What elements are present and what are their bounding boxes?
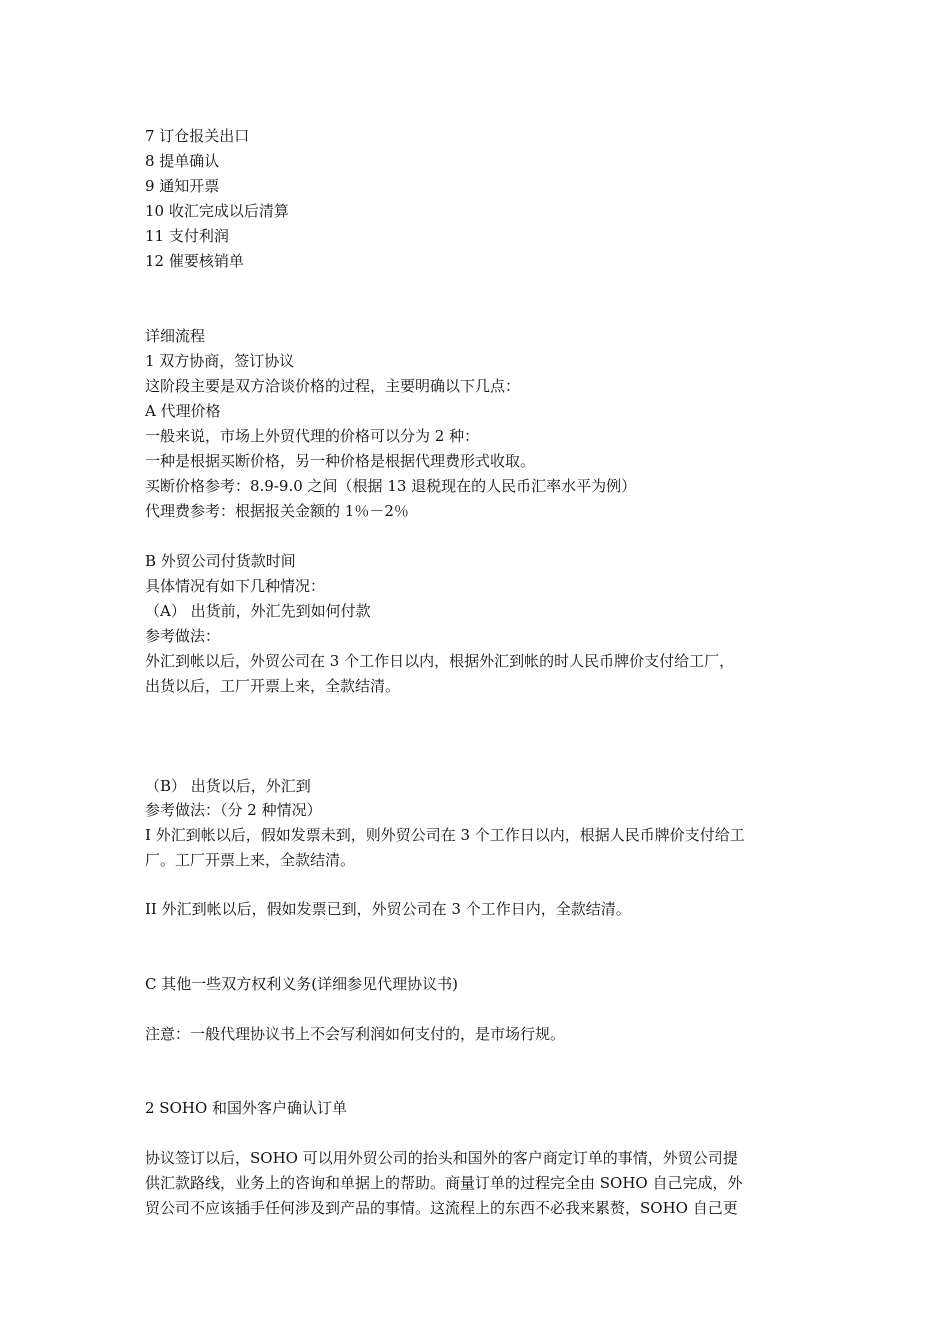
detail-heading: 详细流程 [145, 327, 206, 345]
list-item-7: 7 订仓报关出口 [145, 127, 250, 145]
subsection-a-paragraph: 一般来说，市场上外贸代理的价格可以分为 2 种： [145, 427, 480, 445]
section-2-paragraph: 协议签订以后，SOHO 可以用外贸公司的抬头和国外的客户商定订单的事情，外贸公司提 [145, 1149, 738, 1167]
case-a-paragraph: 外汇到帐以后，外贸公司在 3 个工作日以内，根据外汇到帐的时人民币牌价支付给工厂， [145, 652, 735, 670]
case-b-reference: 参考做法：（分 2 种情况） [145, 801, 322, 819]
list-item-11: 11 支付利润 [145, 227, 229, 245]
section-1-title: 1 双方协商，签订协议 [145, 352, 295, 370]
subsection-b-title: B 外贸公司付货款时间 [145, 552, 296, 570]
section-2-paragraph: 供汇款路线，业务上的咨询和单据上的帮助。商量订单的过程完全由 SOHO 自己完成，外 [145, 1174, 743, 1192]
subsection-a-title: A 代理价格 [145, 402, 221, 420]
list-item-10: 10 收汇完成以后清算 [145, 202, 289, 220]
note-paragraph: 注意：一般代理协议书上不会写利润如何支付的，是市场行规。 [145, 1025, 566, 1043]
list-item-8: 8 提单确认 [145, 152, 220, 170]
section-1-intro: 这阶段主要是双方洽谈价格的过程，主要明确以下几点： [145, 377, 521, 395]
case-b-item-2: II 外汇到帐以后，假如发票已到，外贸公司在 3 个工作日内，全款结清。 [145, 900, 631, 918]
subsection-a-paragraph: 一种是根据买断价格，另一种价格是根据代理费形式收取。 [145, 452, 536, 470]
list-item-9: 9 通知开票 [145, 177, 220, 195]
case-b-item-1: I 外汇到帐以后，假如发票未到，则外贸公司在 3 个工作日以内，根据人民币牌价支付给工 [145, 826, 745, 844]
subsection-a-paragraph: 买断价格参考：8.9-9.0 之间（根据 13 退税现在的人民币汇率水平为例） [145, 477, 637, 495]
section-2-paragraph: 贸公司不应该插手任何涉及到产品的事情。这流程上的东西不必我来累赘，SOHO 自己更 [145, 1199, 738, 1217]
case-a-title: （A） 出货前，外汇先到如何付款 [145, 602, 371, 620]
list-item-12: 12 催要核销单 [145, 252, 244, 270]
subsection-b-intro: 具体情况有如下几种情况： [145, 577, 326, 595]
case-b-item-1: 厂。工厂开票上来，全款结清。 [145, 851, 356, 869]
case-a-paragraph: 出货以后，工厂开票上来，全款结清。 [145, 677, 401, 695]
subsection-a-paragraph: 代理费参考：根据报关金额的 1％－2％ [145, 502, 409, 520]
case-a-reference: 参考做法： [145, 627, 221, 645]
section-2-title: 2 SOHO 和国外客户确认订单 [145, 1099, 348, 1117]
subsection-c-title: C 其他一些双方权利义务(详细参见代理协议书) [145, 975, 458, 993]
case-b-title: （B） 出货以后，外汇到 [145, 777, 311, 795]
